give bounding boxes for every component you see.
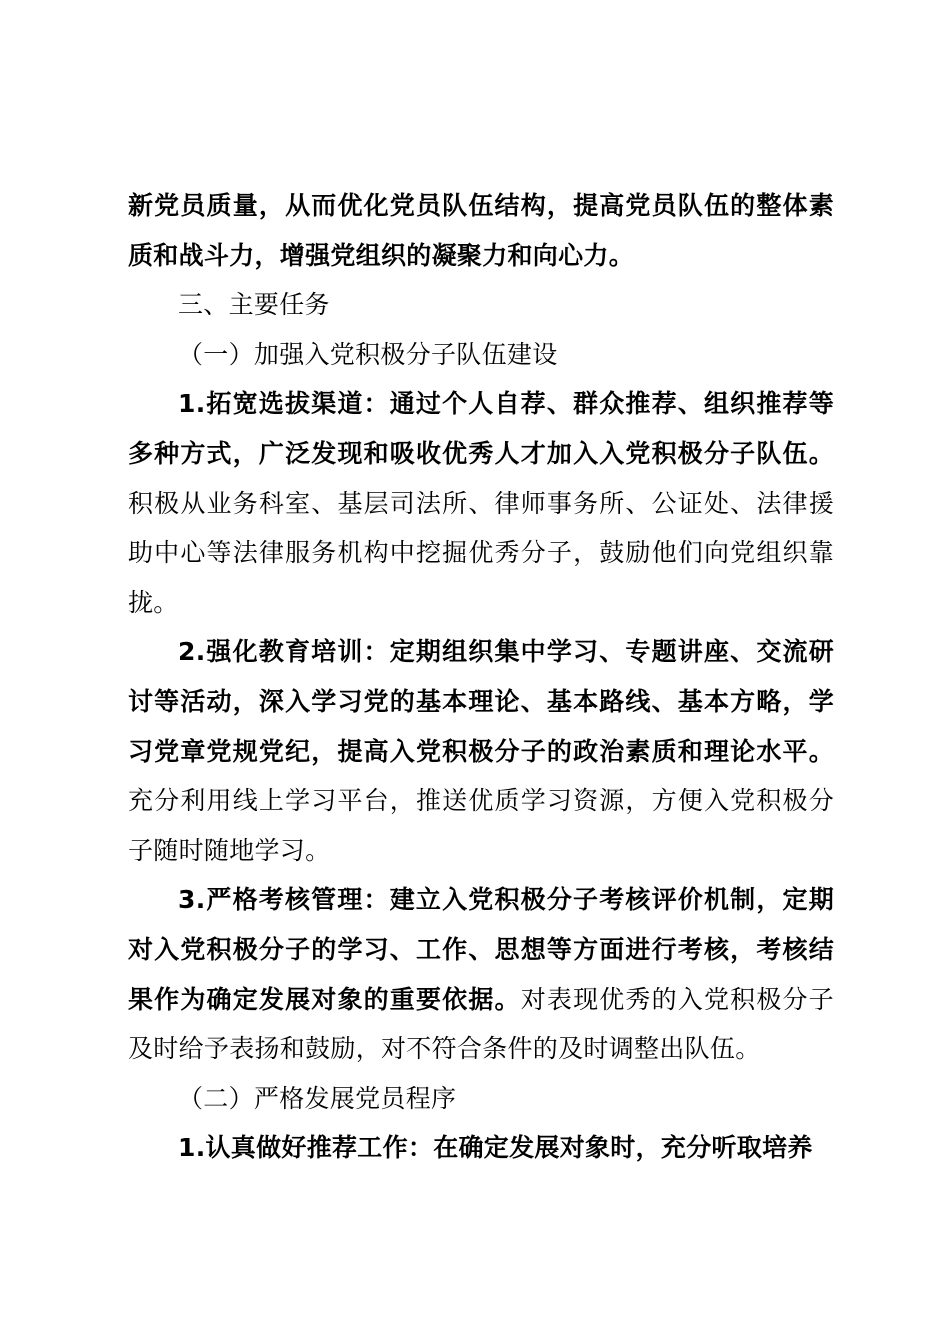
paragraph-item-3 bbox=[128, 875, 834, 1073]
subsection-heading-text: （一）加强入党积极分子队伍建设 bbox=[178, 339, 558, 369]
subsection-heading bbox=[128, 1074, 834, 1124]
item-body-text: 对表现优秀的入党积极分子及时给予表扬和鼓励，对不符合条件的及时调整出队伍。 bbox=[128, 984, 834, 1064]
section-heading-text: 三、主要任务 bbox=[178, 290, 330, 320]
bold-text: 新党员质量，从而优化党员队伍结构，提高党员队伍的整体素质和战斗力，增强党组织的凝聚力和向心力。 bbox=[128, 191, 834, 270]
item-lead-text: 1.拓宽选拔渠道：通过个人自荐、群众推荐、组织推荐等多种方式，广泛发现和吸收优秀人才加入入党积极分子队伍。 bbox=[128, 389, 834, 468]
paragraph-item-1 bbox=[128, 379, 834, 627]
section-heading bbox=[128, 280, 834, 330]
item-lead-text: 3.严格考核管理：建立入党积极分子考核评价机制，定期对入党积极分子的学习、工作、思想等方面进行考核，考核结果作为确定发展对象的重要依据。 bbox=[128, 885, 834, 1014]
subsection-heading-text: （二）严格发展党员程序 bbox=[178, 1083, 457, 1113]
item-body-text: 积极从业务科室、基层司法所、律师事务所、公证处、法律援助中心等法律服务机构中挖掘优秀分子，鼓励他们向党组织靠拢。 bbox=[128, 488, 834, 617]
paragraph-item-1 bbox=[128, 1123, 834, 1173]
paragraph-continuation bbox=[128, 181, 834, 280]
item-lead-text: 1.认真做好推荐工作：在确定发展对象时，充分听取培养 bbox=[178, 1133, 813, 1163]
document-body bbox=[128, 181, 834, 1173]
item-body-text: 充分利用线上学习平台，推送优质学习资源，方便入党积极分子随时随地学习。 bbox=[128, 786, 834, 865]
item-lead-text: 2.强化教育培训：定期组织集中学习、专题讲座、交流研讨等活动，深入学习党的基本理论、基本路线、基本方略，学习党章党规党纪，提高入党积极分子的政治素质和理论水平。 bbox=[128, 637, 834, 766]
subsection-heading bbox=[128, 330, 834, 380]
paragraph-item-2 bbox=[128, 627, 834, 875]
